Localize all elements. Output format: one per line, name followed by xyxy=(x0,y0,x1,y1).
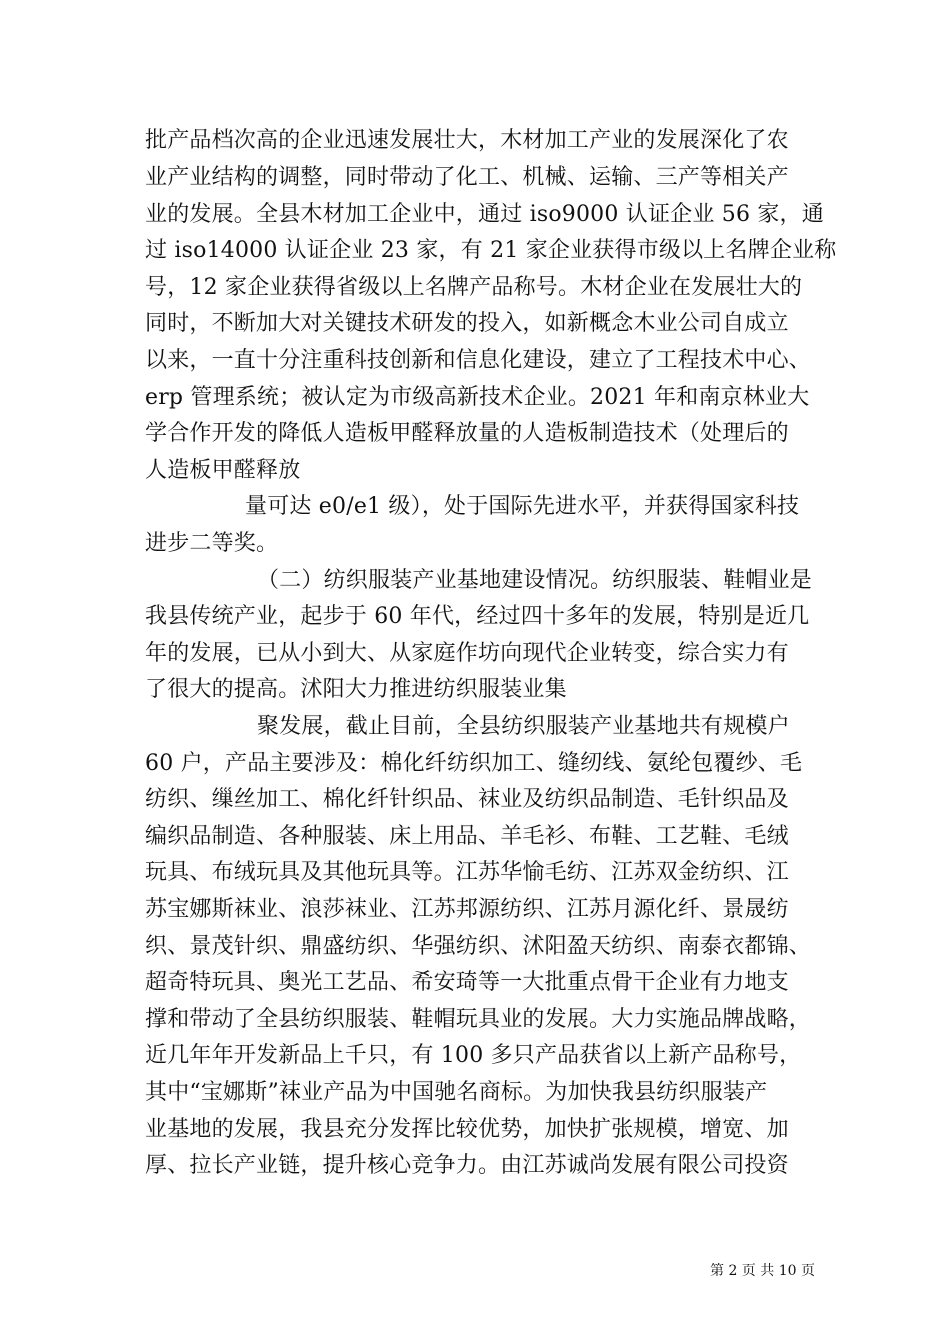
text-line: 以来，一直十分注重科技创新和信息化建设，建立了工程技术中心、 xyxy=(145,348,812,373)
text-line: erp 管理系统；被认定为市级高新技术企业。2021 年和南京林业大 xyxy=(145,385,810,410)
text-line: 同时，不断加大对关键技术研发的投入，如新概念木业公司自成立 xyxy=(145,311,789,336)
text-line: 业的发展。全县木材加工企业中，通过 iso9000 认证企业 56 家，通 xyxy=(145,202,824,227)
section-heading-line: （二）纺织服装产业基地建设情况。纺织服装、鞋帽业是 xyxy=(257,568,813,593)
text-line: 厚、拉长产业链，提升核心竞争力。由江苏诚尚发展有限公司投资 xyxy=(145,1153,789,1178)
text-line: 纺织、缫丝加工、棉化纤针织品、袜业及纺织品制造、毛针织品及 xyxy=(145,787,789,812)
text-line: 年的发展，已从小到大、从家庭作坊向现代企业转变，综合实力有 xyxy=(145,641,789,666)
text-line: 聚发展，截止目前，全县纺织服装产业基地共有规模户 xyxy=(257,714,790,739)
text-line: 号，12 家企业获得省级以上名牌产品称号。木材企业在发展壮大的 xyxy=(145,275,803,300)
text-line: 人造板甲醛释放 xyxy=(145,458,301,483)
text-line: 批产品档次高的企业迅速发展壮大，木材加工产业的发展深化了农 xyxy=(145,128,789,153)
page-number-footer: 第 2 页 共 10 页 xyxy=(710,1263,815,1279)
text-line: 近几年年开发新品上千只，有 100 多只产品获省以上新产品称号， xyxy=(145,1043,802,1068)
text-line: 苏宝娜斯袜业、浪莎袜业、江苏邦源纺织、江苏月源化纤、景晟纺 xyxy=(145,897,789,922)
text-line: 进步二等奖。 xyxy=(145,531,279,556)
text-line: 学合作开发的降低人造板甲醛释放量的人造板制造技术（处理后的 xyxy=(145,421,789,446)
text-line: 业基地的发展，我县充分发挥比较优势，加快扩张规模，增宽、加 xyxy=(145,1117,789,1142)
text-line: 玩具、布绒玩具及其他玩具等。江苏华愉毛纺、江苏双金纺织、江 xyxy=(145,860,789,885)
text-line: 量可达 e0/e1 级），处于国际先进水平，并获得国家科技 xyxy=(245,494,800,519)
text-line: 了很大的提高。沭阳大力推进纺织服装业集 xyxy=(145,677,567,702)
text-line: 撑和带动了全县纺织服装、鞋帽玩具业的发展。大力实施品牌战略， xyxy=(145,1007,812,1032)
text-line: 过 iso14000 认证企业 23 家，有 21 家企业获得市级以上名牌企业称 xyxy=(145,238,837,263)
text-line: 我县传统产业，起步于 60 年代，经过四十多年的发展，特别是近几 xyxy=(145,604,810,629)
text-line: 60 户，产品主要涉及：棉化纤纺织加工、缝纫线、氨纶包覆纱、毛 xyxy=(145,751,803,776)
text-line: 业产业结构的调整，同时带动了化工、机械、运输、三产等相关产 xyxy=(145,165,789,190)
text-line: 超奇特玩具、奥光工艺品、希安琦等一大批重点骨干企业有力地支 xyxy=(145,970,789,995)
text-line: 织、景茂针织、鼎盛纺织、华强纺织、沭阳盈天纺织、南泰衣都锦、 xyxy=(145,934,812,959)
text-line: 其中“宝娜斯”袜业产品为中国驰名商标。为加快我县纺织服装产 xyxy=(145,1080,768,1105)
text-line: 编织品制造、各种服装、床上用品、羊毛衫、布鞋、工艺鞋、毛绒 xyxy=(145,824,789,849)
